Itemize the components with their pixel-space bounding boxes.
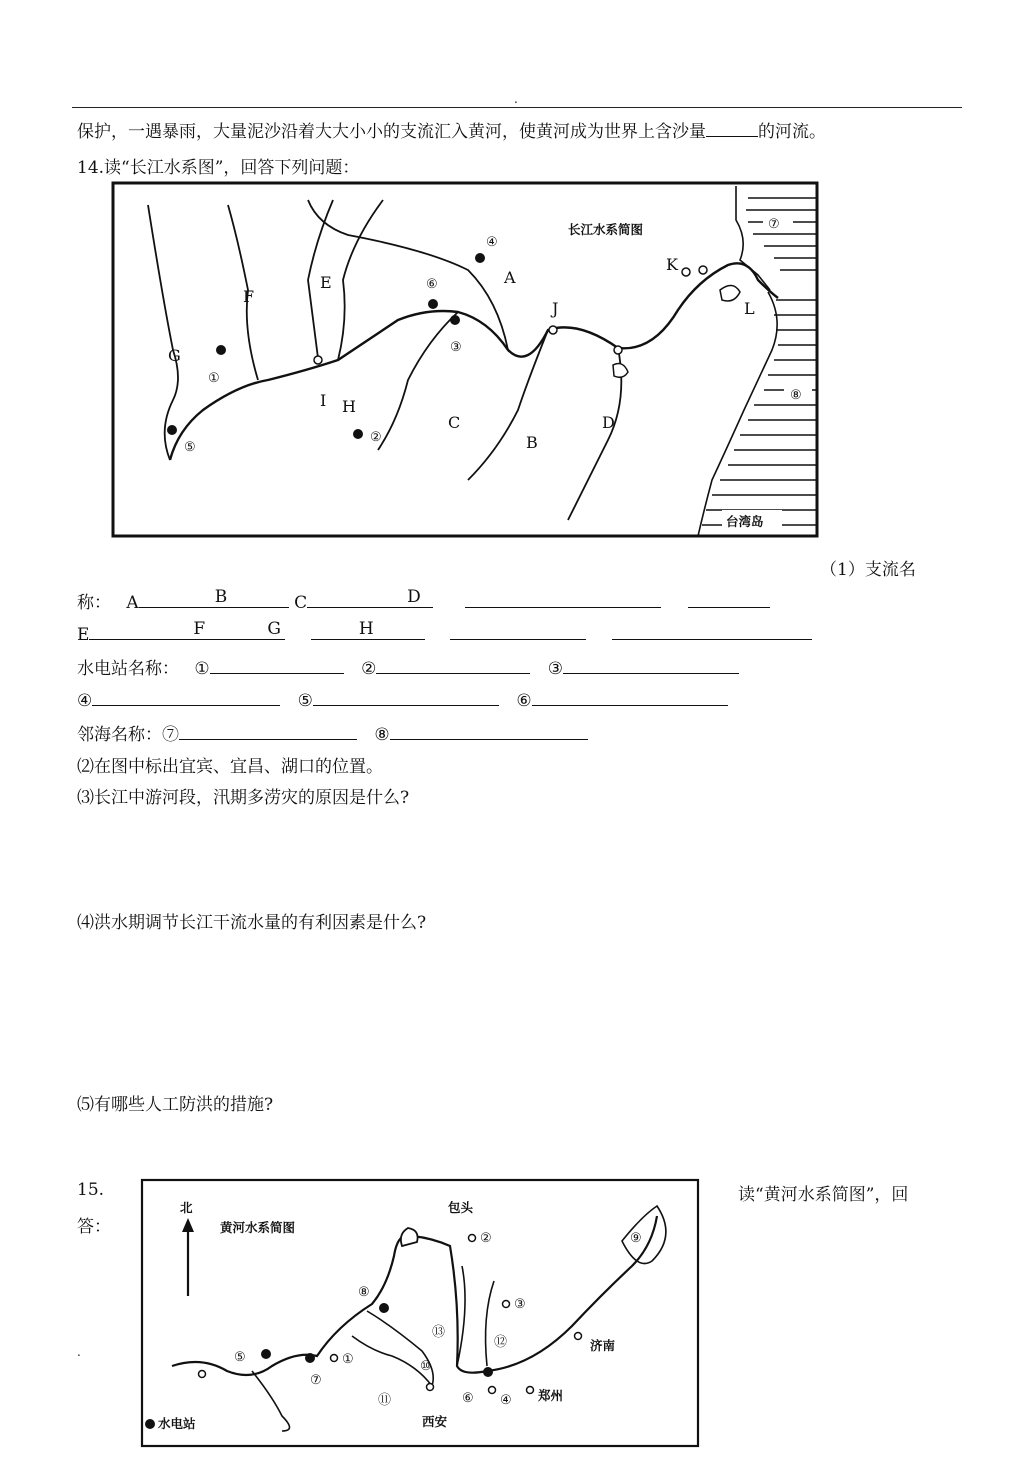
hydro-num-3: ③: [547, 659, 563, 679]
map-num-5: ⑤: [184, 440, 196, 455]
blank-c-d[interactable]: [307, 589, 433, 608]
q14-p2: ⑵在图中标出宜宾、宜昌、湖口的位置。: [77, 757, 383, 777]
label-h: H: [358, 619, 374, 639]
q13-tail-before: 保护，一遇暴雨，大量泥沙沿着大大小小的支流汇入黄河，使黄河成为世界上含沙量: [77, 122, 706, 142]
map-letter-d: D: [602, 413, 615, 432]
map-letter-a: A: [504, 268, 516, 287]
label-f: F: [193, 619, 206, 639]
header-rule: [72, 107, 962, 108]
legend-label: 水电站: [158, 1416, 196, 1431]
map-num-3: ③: [450, 340, 462, 355]
y-num-12: ⑫: [494, 1335, 508, 1350]
label-b: B: [214, 587, 228, 607]
q14-hydro-line2: [77, 687, 728, 711]
xian-label: 西安: [422, 1414, 448, 1429]
hydro-icon-4: [475, 253, 485, 263]
hydro-num-2: ②: [361, 659, 377, 679]
sea-num-7: ⑦: [162, 725, 179, 745]
hydro-icon-2: [353, 429, 363, 439]
y-num-1: ①: [342, 1352, 354, 1367]
map-letter-f: F: [243, 287, 255, 306]
map-letter-k: K: [666, 255, 678, 274]
zhengzhou-label: 郑州: [538, 1388, 564, 1403]
blank-e-f-g[interactable]: [89, 621, 285, 640]
yellow-river-map-title: 黄河水系简图: [220, 1220, 296, 1235]
map-letter-b: B: [526, 433, 538, 452]
q14-prefix: 称：: [77, 593, 111, 613]
blank-h-answer[interactable]: [450, 621, 586, 640]
sea-blank-8[interactable]: [390, 721, 588, 740]
map-num-7: ⑦: [768, 217, 780, 232]
label-g: G: [267, 619, 282, 639]
y-num-11: ⑪: [378, 1393, 392, 1408]
blank-a-b[interactable]: [139, 589, 289, 608]
map-letter-c: C: [448, 413, 461, 432]
hydro-blank-6[interactable]: [532, 687, 728, 706]
q14-intro: 14.读“长江水系图”，回答下列问题：: [77, 158, 360, 178]
blank-extra-1[interactable]: [688, 589, 770, 608]
blank-d-answer[interactable]: [465, 589, 661, 608]
hydro-num-4: ④: [77, 691, 93, 711]
q14-p1-line2: [77, 621, 812, 645]
label-a: A: [126, 593, 139, 613]
baotou-label: 包头: [448, 1200, 474, 1215]
y-num-5: ⑤: [234, 1350, 246, 1365]
q14-hydro-line1: [77, 654, 739, 679]
y-num-8: ⑧: [358, 1285, 370, 1300]
label-c: C: [294, 593, 308, 613]
yangtze-map-title: 长江水系简图: [568, 222, 644, 237]
blank-extra-2[interactable]: [612, 621, 812, 640]
map-num-4: ④: [486, 235, 498, 250]
q14-p1-lead: （1）支流名: [820, 560, 916, 580]
hydro-num-6: ⑥: [516, 691, 532, 711]
map-letter-l: L: [744, 299, 755, 318]
q15-tail-left: 答：: [77, 1217, 111, 1237]
q15-tail-right: 读“黄河水系简图”，回: [738, 1185, 909, 1205]
q14-sea-line: [77, 720, 588, 745]
yangtze-map: [108, 180, 822, 540]
y-num-7: ⑦: [310, 1373, 322, 1388]
q15-num: 15.: [77, 1180, 105, 1200]
sea-blank-7[interactable]: [179, 721, 357, 740]
hydro-blank-3[interactable]: [563, 655, 739, 674]
hydro-icon-3: [450, 315, 460, 325]
header-dot: .: [514, 92, 518, 106]
y-num-6: ⑥: [462, 1391, 474, 1406]
q15-side-dot: .: [77, 1345, 81, 1359]
hydro-icon-1: [216, 345, 226, 355]
hydro-num-5: ⑤: [297, 691, 313, 711]
y-num-2: ②: [480, 1231, 492, 1246]
q13-tail-after: 的河流。: [758, 122, 826, 142]
map-num-8: ⑧: [790, 388, 802, 403]
hydro-blank-1[interactable]: [210, 655, 344, 674]
map-letter-e: E: [320, 273, 332, 292]
taiwan-label: 台湾岛: [726, 514, 764, 529]
hydro-num-1: ①: [194, 659, 210, 679]
sea-label: 邻海名称：: [77, 725, 162, 745]
blank-h[interactable]: [311, 621, 425, 640]
north-label: 北: [180, 1200, 193, 1215]
map-num-1: ①: [208, 371, 220, 386]
y-num-4: ④: [500, 1393, 512, 1408]
map-letter-h: H: [342, 397, 356, 416]
hydro-blank-5[interactable]: [313, 687, 499, 706]
map-letter-g: G: [168, 346, 181, 365]
map-letter-j: J: [552, 299, 559, 318]
hydro-blank-2[interactable]: [376, 655, 530, 674]
q14-p4: ⑷洪水期调节长江干流水量的有利因素是什么?: [77, 913, 427, 933]
hydro-label: 水电站名称：: [77, 659, 179, 679]
legend-hydro-icon: [145, 1419, 155, 1429]
map-num-6: ⑥: [426, 277, 438, 292]
sea-num-8: ⑧: [374, 725, 390, 745]
y-num-13: ⑬: [432, 1325, 446, 1340]
y-num-9: ⑨: [630, 1231, 642, 1246]
q14-p1-line1: [77, 588, 770, 613]
y-num-3: ③: [514, 1297, 526, 1312]
label-d: D: [407, 587, 421, 607]
y-num-10: ⑩: [420, 1359, 432, 1374]
q13-answer-blank[interactable]: [706, 118, 758, 137]
hydro-icon-6: [428, 299, 438, 309]
yellow-river-map: [132, 1176, 702, 1450]
label-e: E: [77, 625, 90, 645]
hydro-blank-4[interactable]: [92, 687, 280, 706]
map-num-2: ②: [370, 430, 382, 445]
hydro-icon-5: [167, 425, 177, 435]
jinan-label: 济南: [590, 1338, 616, 1353]
q14-p3: ⑶长江中游河段，汛期多涝灾的原因是什么?: [77, 788, 410, 808]
map-letter-i: I: [320, 391, 327, 410]
q13-tail-line: [77, 117, 826, 142]
q14-p5: ⑸有哪些人工防洪的措施?: [77, 1095, 274, 1115]
